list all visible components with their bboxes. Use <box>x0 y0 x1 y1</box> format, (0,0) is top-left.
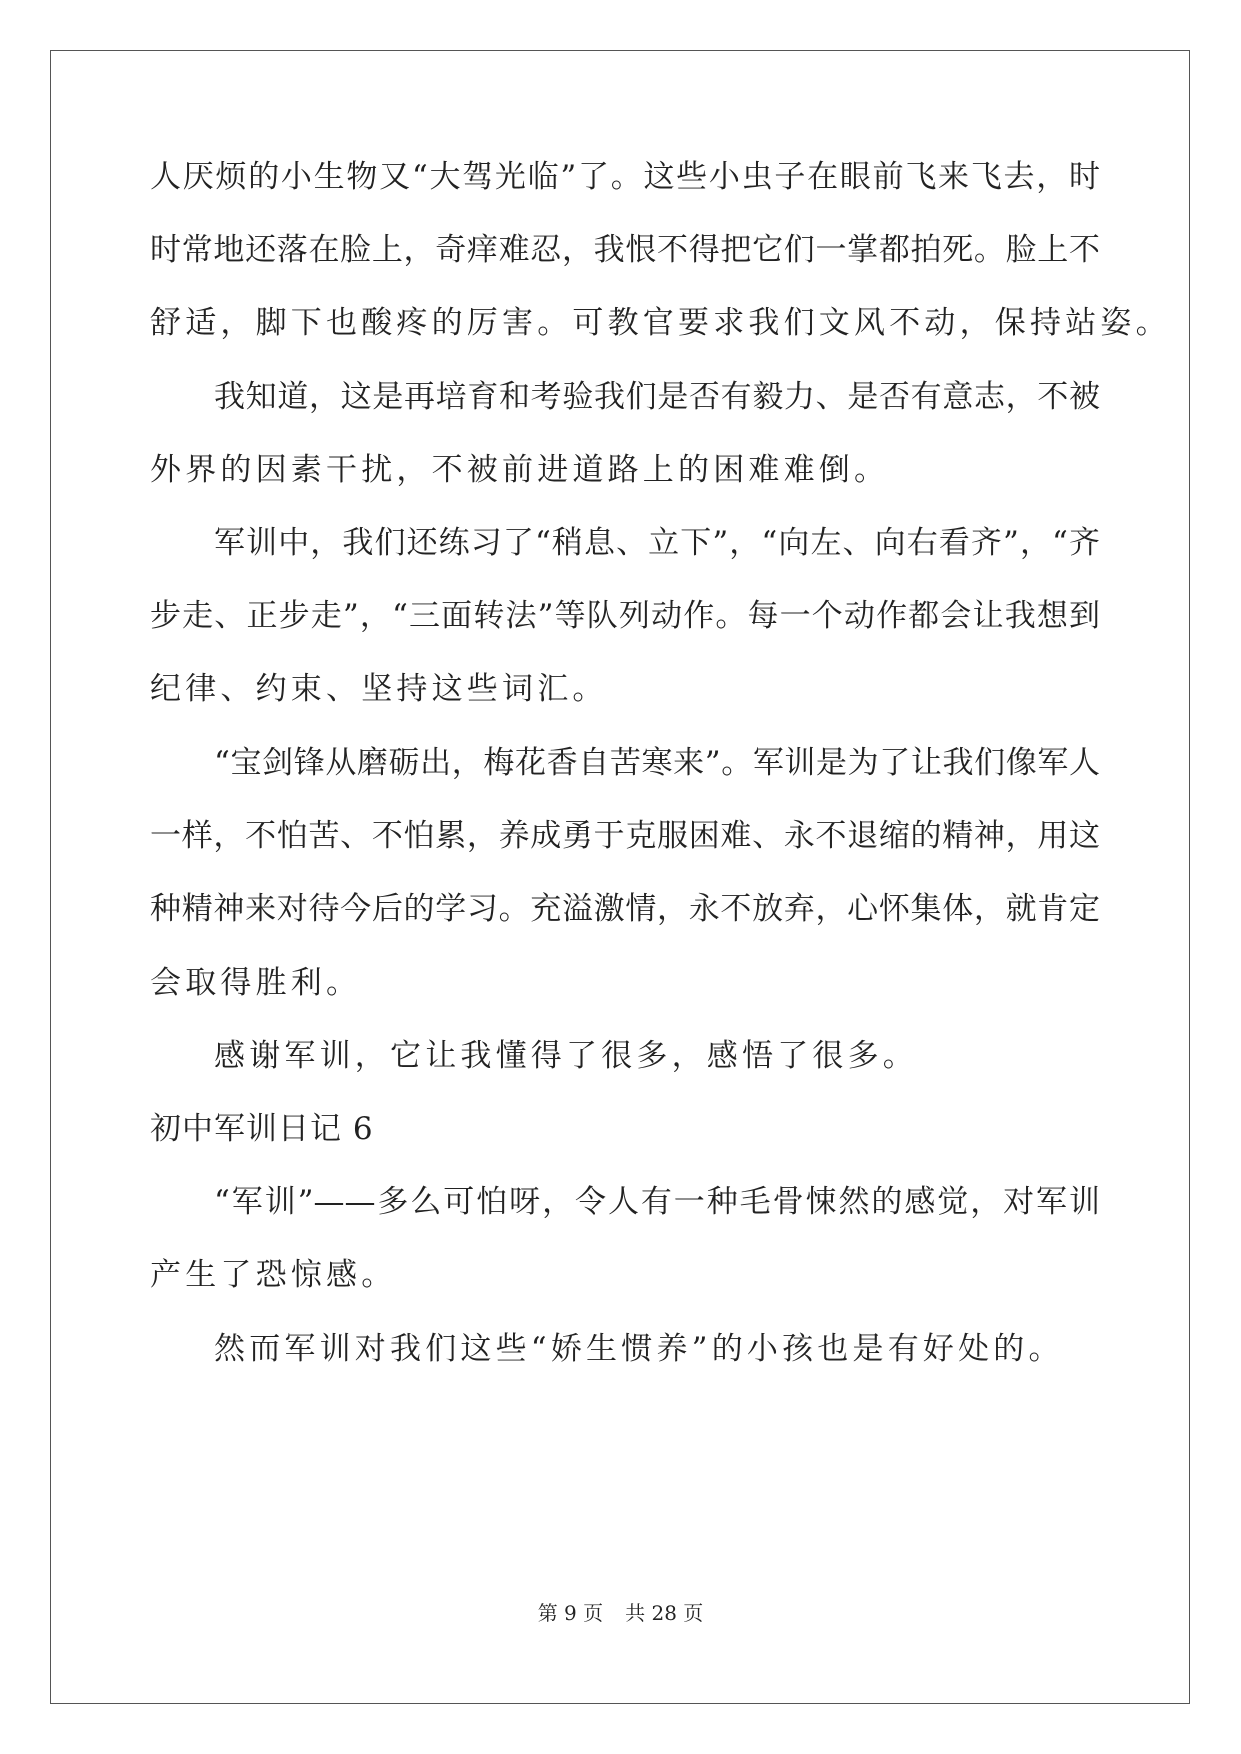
page-total: 共 28 页 <box>625 1601 704 1625</box>
text-line: 会取得胜利。 <box>150 965 362 1001</box>
section-heading: 初中军训日记 6 <box>150 1111 374 1147</box>
text-line: 步走、正步走”，“三面转法”等队列动作。每一个动作都会让我想到 <box>150 598 1100 634</box>
text-line: 人厌烦的小生物又“大驾光临”了。这些小虫子在眼前飞来飞去，时 <box>150 159 1100 195</box>
paragraph-first-line: “宝剑锋从磨砺出，梅花香自苦寒来”。军训是为了让我们像军人 <box>214 745 1100 781</box>
text-line: 种精神来对待今后的学习。充溢激情，永不放弃，心怀集体，就肯定 <box>150 891 1100 927</box>
page-footer <box>0 1598 1241 1628</box>
page-number: 第 9 页 <box>537 1601 604 1625</box>
text-line: 一样，不怕苦、不怕累，养成勇于克服困难、永不退缩的精神，用这 <box>150 818 1100 854</box>
text-line: 产生了恐惊感。 <box>150 1257 397 1293</box>
text-line: 舒适，脚下也酸疼的厉害。可教官要求我们文风不动，保持站姿。 <box>150 305 1171 341</box>
paragraph-first-line: 然而军训对我们这些“娇生惯养”的小孩也是有好处的。 <box>214 1331 1064 1367</box>
paragraph-first-line: “军训”——多么可怕呀，令人有一种毛骨悚然的感觉，对军训 <box>214 1184 1100 1220</box>
paragraph-first-line: 我知道，这是再培育和考验我们是否有毅力、是否有意志，不被 <box>214 379 1100 415</box>
text-line: 纪律、约束、坚持这些词汇。 <box>150 671 608 707</box>
paragraph-first-line: 军训中，我们还练习了“稍息、立下”，“向左、向右看齐”，“齐 <box>214 525 1100 561</box>
paragraph-first-line: 感谢军训，它让我懂得了很多，感悟了很多。 <box>214 1038 918 1074</box>
text-line: 时常地还落在脸上，奇痒难忍，我恨不得把它们一掌都拍死。脸上不 <box>150 232 1100 268</box>
text-line: 外界的因素干扰，不被前进道路上的困难难倒。 <box>150 452 890 488</box>
